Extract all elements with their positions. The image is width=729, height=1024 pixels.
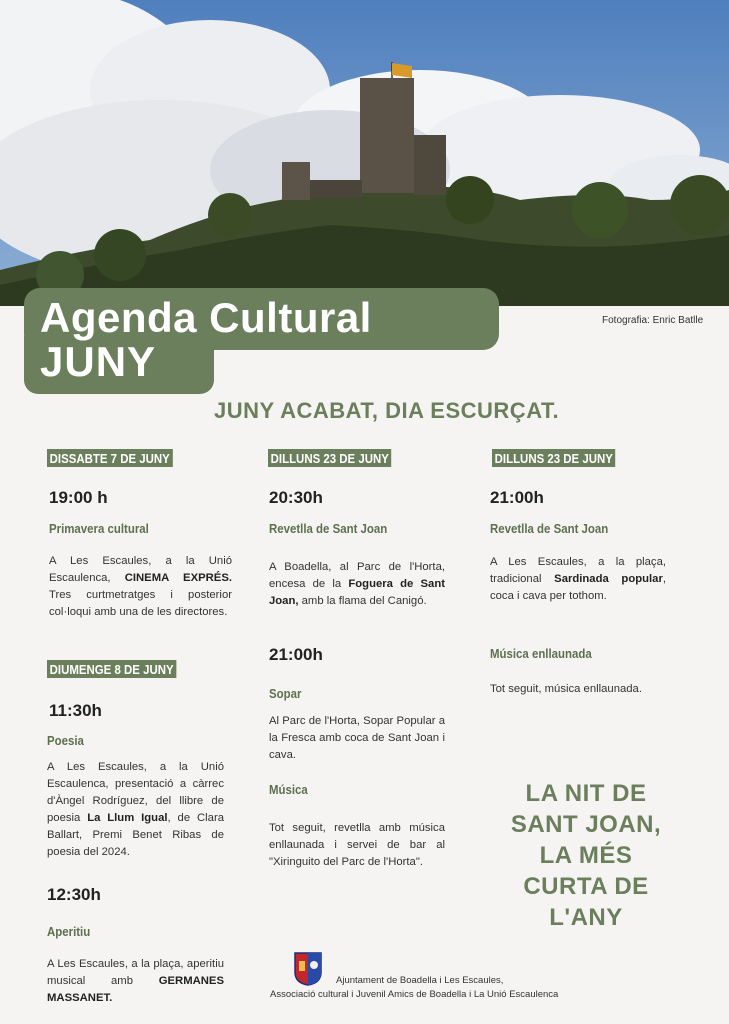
event-description: Tot seguit, música enllaunada.: [490, 683, 642, 695]
tagline: JUNY ACABAT, DIA ESCURÇAT.: [214, 398, 560, 423]
event-time: 11:30h: [49, 701, 102, 720]
date-tag: DILLUNS 23 DE JUNY: [268, 449, 392, 467]
event-title: Música: [269, 782, 308, 797]
closing-slogan: LA NIT DE SANT JOAN, LA MÉS CURTA DE L'ANY: [510, 780, 662, 931]
page-title-month: JUNY: [40, 338, 157, 385]
event-title: Poesia: [47, 733, 84, 748]
event-title: Sopar: [269, 686, 302, 701]
header-photo: [0, 0, 729, 306]
event-title: Aperitiu: [47, 924, 91, 939]
event-title: Revetlla de Sant Joan: [490, 521, 609, 536]
event-description: Tot seguit, revetlla amb música enllaunada i servei de bar al "Xiringuito del Parc de l'Horta".: [269, 822, 445, 868]
event-description: A Boadella, al Parc de l'Horta, encesa de la Foguera de Sant Joan, amb la flama del Canigó.: [269, 561, 445, 607]
event-time: 21:00h: [269, 645, 323, 664]
event-time: 19:00 h: [49, 488, 108, 507]
event-description: A Les Escaules, a la plaça, tradicional Sardinada popular, coca i cava per tothom.: [490, 556, 666, 602]
date-tag: DILLUNS 23 DE JUNY: [492, 449, 616, 467]
event-title: Revetlla de Sant Joan: [269, 521, 388, 536]
date-tag: DIUMENGE 8 DE JUNY: [47, 660, 176, 678]
photo-credit: Fotografia: Enric Batlle: [602, 315, 704, 326]
castle-landscape-image: [0, 0, 729, 306]
event-description: Al Parc de l'Horta, Sopar Popular a la Fresca amb coca de Sant Joan i cava.: [269, 715, 445, 761]
event-title: Primavera cultural: [49, 521, 149, 536]
event-description: A Les Escaules, a la plaça, aperitiu musical amb GERMANES MASSANET.: [47, 958, 224, 1004]
page-title: Agenda Cultural: [40, 294, 372, 341]
event-description: A Les Escaules, a la Unió Escaulenca, presentació a càrrec d'Àngel Rodríguez, del llibre de poesia La Llum Igual, de Clara Ballart, Premi Benet Ribas de poesia del 2024.: [47, 761, 224, 858]
footer-organizers: Ajuntament de Boadella i Les Escaules, Associació cultural i Juvenil Amics de Boadella i La Unió Escaulenca: [270, 975, 559, 1000]
event-time: 12:30h: [47, 885, 101, 904]
event-title: Música enllaunada: [490, 646, 592, 661]
event-time: 21:00h: [490, 488, 544, 507]
date-tag: DISSABTE 7 DE JUNY: [47, 449, 172, 467]
event-time: 20:30h: [269, 488, 323, 507]
event-description: A Les Escaules, a la Unió Escaulenca, CINEMA EXPRÉS. Tres curtmetratges i posterior col·loqui amb una de les directores.: [49, 555, 232, 618]
